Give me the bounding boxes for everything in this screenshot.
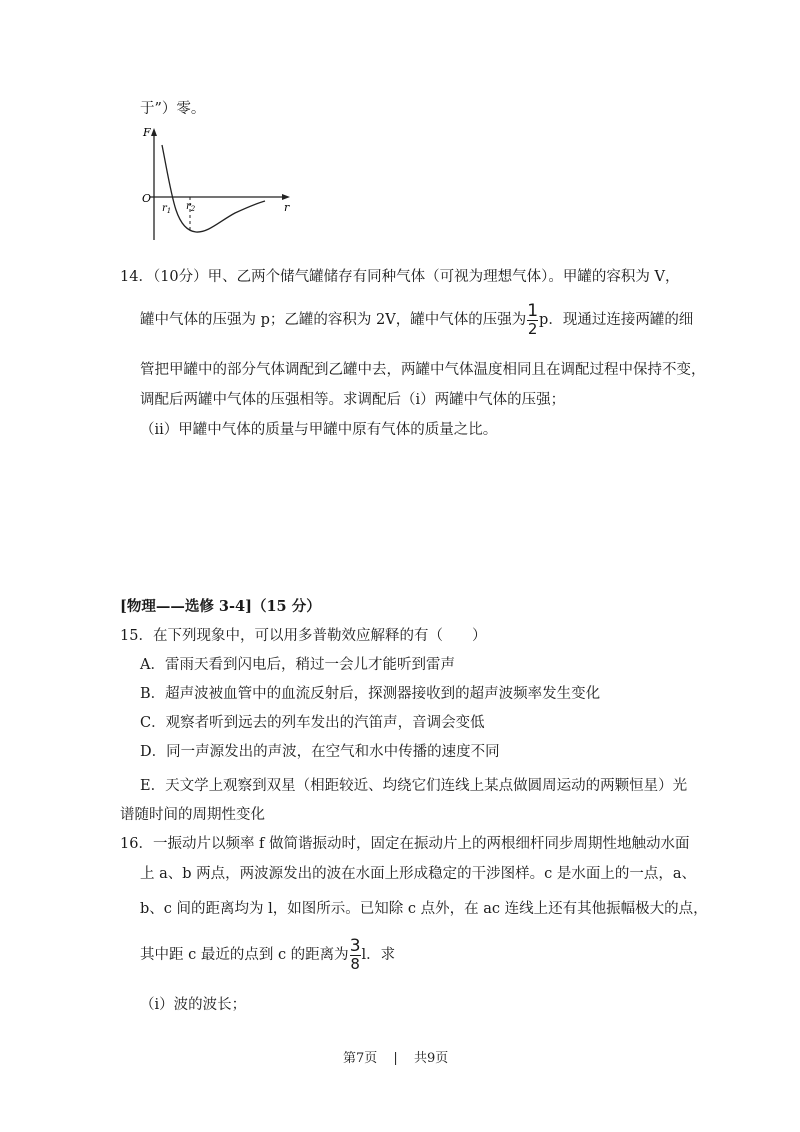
q15-option-d: D．同一声源发出的声波，在空气和水中传播的速度不同 <box>140 744 500 760</box>
q14-line1: 14．（10分）甲、乙两个储气罐储存有同种气体（可视为理想气体）。甲罐的容积为 V， <box>120 269 680 285</box>
q14-line5: （ii）甲罐中气体的质量与甲罐中原有气体的质量之比。 <box>140 422 498 438</box>
r2-label: $r_2$ <box>186 201 196 213</box>
q16-line2: 上 a、b 两点，两波源发出的波在水面上形成稳定的干涉图样。c 是水面上的一点，a、 <box>140 866 697 882</box>
fraction-three-eighths: $\frac{3}{8}$ <box>349 936 361 973</box>
q16-line3: b、c 间的距离均为 l，如图所示。已知除 c 点外，在 ac 连线上还有其他振幅极大的点， <box>140 901 708 917</box>
q16-line5: （i）波的波长； <box>140 997 247 1013</box>
q15-option-e-line2: 谱随时间的周期性变化 <box>120 807 265 823</box>
section-heading: [物理——选修 3-4]（15 分） <box>120 598 321 615</box>
q16-line1: 16．一振动片以频率 f 做简谐振动时，固定在振动片上的两根细杆同步周期性地触动水面 <box>120 836 690 852</box>
q15-option-e-line1: E．天文学上观察到双星（相距较近、均绕它们连线上某点做圆周运动的两颗恒星）光 <box>140 778 688 794</box>
page-total: 共9页 <box>413 1051 449 1066</box>
q15-option-c: C．观察者听到远去的列车发出的汽笛声，音调会变低 <box>140 715 485 731</box>
q15-stem: 15．在下列现象中，可以用多普勒效应解释的有（ ） <box>120 628 487 644</box>
force-curve <box>162 145 265 232</box>
force-distance-graph <box>140 125 300 245</box>
r1-label: $r_1$ <box>162 203 172 215</box>
page-footer <box>343 1047 448 1066</box>
fraction-one-half: $\frac{1}{2}$ <box>527 301 539 338</box>
y-axis-label: F <box>143 126 151 139</box>
q14-line2: 罐中气体的压强为 p；乙罐的容积为 2V，罐中气体的压强为 $\frac{1}{2}$ p．现通过连接两罐的细 <box>140 301 694 338</box>
previous-question-tail: 于”）零。 <box>140 101 206 117</box>
q14-line3: 管把甲罐中的部分气体调配到乙罐中去，两罐中气体温度相同且在调配过程中保持不变， <box>140 362 706 378</box>
footer-separator: | <box>393 1051 398 1066</box>
page-number: 第7页 <box>343 1051 378 1066</box>
y-axis-arrow <box>151 128 157 136</box>
x-axis-label: r <box>284 201 290 214</box>
q15-option-a: A．雷雨天看到闪电后，稍过一会儿才能听到雷声 <box>140 657 455 673</box>
q16-line4: 其中距 c 最近的点到 c 的距离为 $\frac{3}{8}$ l．求 <box>140 936 396 973</box>
origin-label: O <box>142 192 152 205</box>
q15-option-b: B．超声波被血管中的血流反射后，探测器接收到的超声波频率发生变化 <box>140 686 601 702</box>
q14-line4: 调配后两罐中气体的压强相等。求调配后（i）两罐中气体的压强； <box>140 392 566 408</box>
x-axis-arrow <box>282 194 290 200</box>
